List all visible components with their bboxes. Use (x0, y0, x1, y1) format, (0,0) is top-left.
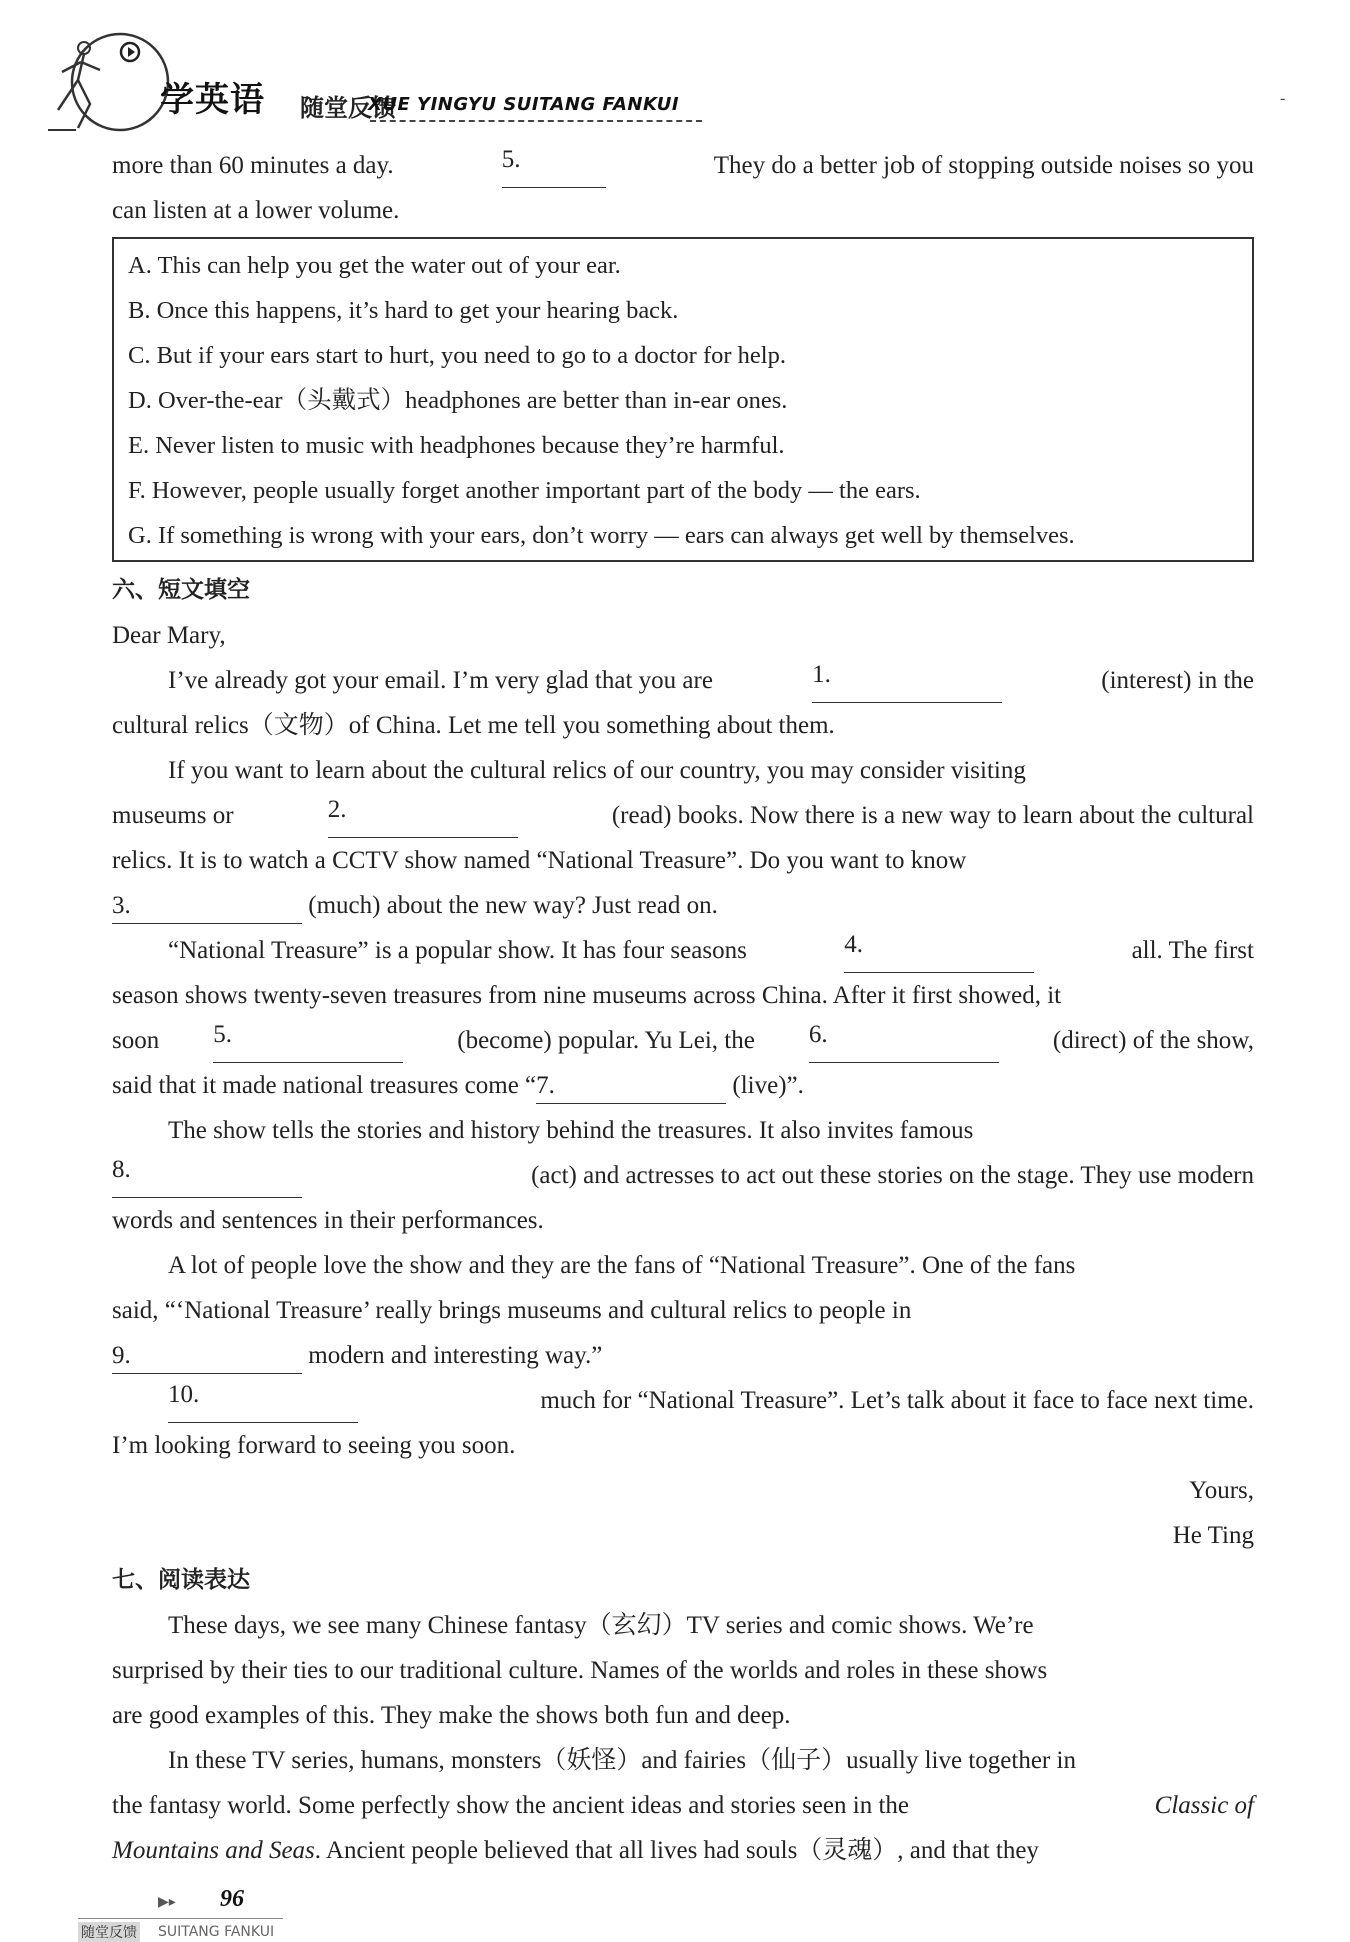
section-7-heading: 七、阅读表达 (112, 1567, 250, 1593)
text: relics. It is to watch a CCTV show named “National Treasure”. Do you want to know (112, 847, 967, 874)
text: the fantasy world. Some perfectly show the ancient ideas and stories seen in the (112, 1792, 909, 1819)
intro-line-2: can listen at a lower volume. (112, 197, 400, 224)
blank-2[interactable]: 2. (328, 793, 518, 838)
footer-rule (78, 1918, 283, 1919)
blank-7[interactable]: 7. (536, 1069, 726, 1104)
paragraph-line (112, 1108, 1254, 1153)
text: These days, we see many Chinese fantasy（玄幻）TV series and comic shows. We’re (168, 1612, 1034, 1639)
paragraph-line (112, 928, 1254, 973)
text: (act) and actresses to act out these stories on the stage. They use modern (531, 1162, 1254, 1189)
intro-text: more than 60 minutes a day. (112, 152, 394, 179)
header-dashed-rule (370, 120, 702, 122)
page-content (112, 143, 1254, 1873)
text: In these TV series, humans, monsters（妖怪）and fairies（仙子）usually live together in (168, 1747, 1076, 1774)
header-pinyin: XUE YINGYU SUITANG FANKUI (368, 94, 680, 115)
blank-9[interactable]: 9. (112, 1339, 302, 1374)
page-number: 96 (220, 1886, 244, 1912)
options-box (112, 237, 1254, 562)
text: (read) books. Now there is a new way to learn about the cultural (611, 802, 1254, 829)
footer-tag: 随堂反馈 (78, 1922, 140, 1942)
paragraph-line: cultural relics（文物）of China. Let me tell you something about them. (112, 712, 835, 739)
option-g: G. If something is wrong with your ears, don’t worry — ears can always get well by themselves. (128, 522, 1075, 549)
blank-8[interactable]: 8. (112, 1153, 302, 1198)
paragraph-line (112, 793, 1254, 838)
paragraph-line (112, 1063, 1254, 1108)
text: (live)”. (732, 1072, 804, 1099)
text: (much) about the new way? Just read on. (308, 892, 718, 919)
paragraph-line (112, 1603, 1254, 1648)
paragraph-line (112, 973, 1254, 1018)
paragraph-line (112, 1828, 1254, 1873)
book-title: Mountains and Seas (112, 1837, 315, 1864)
paragraph-line (112, 748, 1254, 793)
paragraph-line: are good examples of this. They make the shows both fun and deep. (112, 1702, 791, 1729)
letter-signature: He Ting (1172, 1522, 1254, 1549)
text: The show tells the stories and history behind the treasures. It also invites famous (168, 1117, 974, 1144)
text: modern and interesting way.” (308, 1342, 603, 1369)
paragraph-line (112, 1018, 1254, 1063)
text: (become) popular. Yu Lei, the (457, 1027, 755, 1054)
paragraph-line: I’m looking forward to seeing you soon. (112, 1432, 516, 1459)
option-a: A. This can help you get the water out of your ear. (128, 252, 621, 279)
blank-4[interactable]: 4. (844, 928, 1034, 973)
blank-5[interactable]: 5. (502, 143, 606, 188)
blank-5[interactable]: 5. (213, 1018, 403, 1063)
blank-10[interactable]: 10. (168, 1378, 358, 1423)
intro-text: They do a better job of stopping outside noises so you (713, 152, 1254, 179)
blank-3[interactable]: 3. (112, 889, 302, 924)
text: If you want to learn about the cultural relics of our country, you may consider visiting (168, 757, 1026, 784)
letter-greeting: Dear Mary, (112, 622, 226, 649)
paragraph-line (112, 1738, 1254, 1783)
intro-line-1 (112, 143, 1254, 188)
option-f: F. However, people usually forget another important part of the body — the ears. (128, 477, 921, 504)
option-e: E. Never listen to music with headphones because they’re harmful. (128, 432, 785, 459)
option-d: D. Over-the-ear（头戴式）headphones are better than in-ear ones. (128, 387, 788, 414)
runner-logo-icon (48, 30, 178, 140)
text: . Ancient people believed that all lives had souls（灵魂）, and that they (314, 1837, 1039, 1864)
paragraph-line (112, 883, 1254, 928)
text: museums or (112, 802, 234, 829)
paragraph-line (112, 1288, 1254, 1333)
header-mark: - (1280, 90, 1286, 107)
paragraph-line (112, 1378, 1254, 1423)
blank-1[interactable]: 1. (812, 658, 1002, 703)
text: much for “National Treasure”. Let’s talk about it face to face next time. (540, 1387, 1254, 1414)
paragraph-line (112, 838, 1254, 883)
text: surprised by their ties to our traditional culture. Names of the worlds and roles in these shows (112, 1657, 1048, 1684)
footer-tag-en: SUITANG FANKUI (158, 1924, 275, 1940)
text: season shows twenty-seven treasures from nine museums across China. After it first showed, it (112, 982, 1062, 1009)
text: soon (112, 1027, 160, 1054)
text: I’ve already got your email. I’m very glad that you are (168, 667, 713, 694)
page-header (48, 30, 1298, 140)
header-subtitle: 随堂反馈 (300, 94, 396, 122)
letter-closing: Yours, (1189, 1477, 1254, 1504)
option-b: B. Once this happens, it’s hard to get your hearing back. (128, 297, 679, 324)
paragraph-line (112, 658, 1254, 703)
text: said, “‘National Treasure’ really brings museums and cultural relics to people in (112, 1297, 912, 1324)
text: said that it made national treasures come “ (112, 1072, 537, 1099)
paragraph-line (112, 1243, 1254, 1288)
text: (direct) of the show, (1052, 1027, 1254, 1054)
paragraph-line: words and sentences in their performances. (112, 1207, 544, 1234)
blank-6[interactable]: 6. (809, 1018, 999, 1063)
paragraph-line (112, 1648, 1254, 1693)
section-6-heading: 六、短文填空 (112, 577, 250, 603)
paragraph-line (112, 1333, 1254, 1378)
paragraph-line (112, 1153, 1254, 1198)
page-footer (78, 1880, 398, 1940)
book-title: Classic of (1154, 1792, 1254, 1819)
header-title: 学英语 (160, 80, 265, 120)
text: “National Treasure” is a popular show. It has four seasons (168, 937, 747, 964)
text: (interest) in the (1101, 667, 1254, 694)
text: all. The first (1131, 937, 1254, 964)
option-c: C. But if your ears start to hurt, you need to go to a doctor for help. (128, 342, 786, 369)
play-arrows-icon: ▶▸ (158, 1895, 176, 1910)
paragraph-line (112, 1783, 1254, 1828)
text: A lot of people love the show and they are the fans of “National Treasure”. One of the fans (168, 1252, 1076, 1279)
